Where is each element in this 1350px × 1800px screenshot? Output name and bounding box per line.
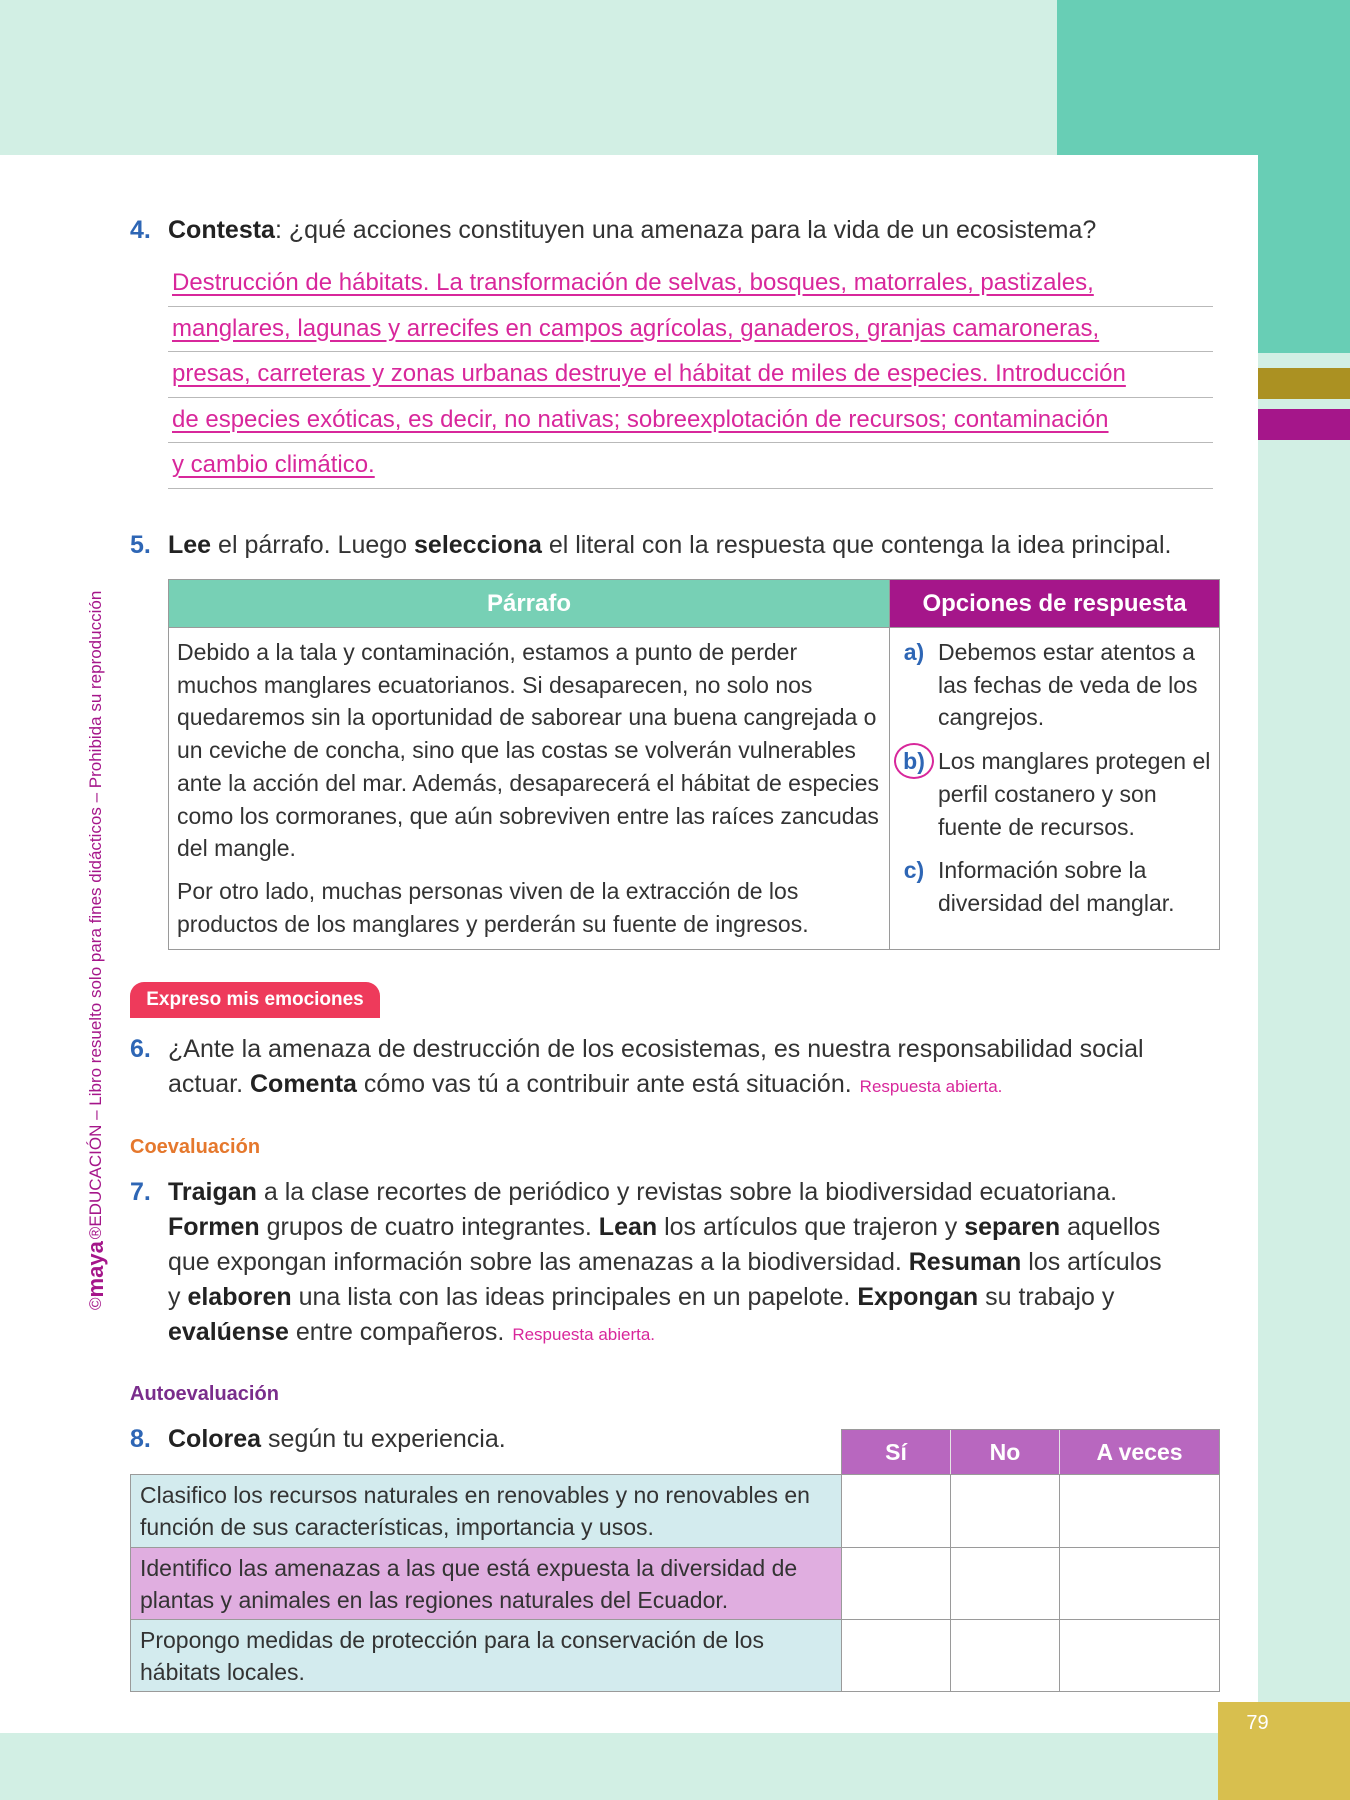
question-rest: : ¿qué acciones constituyen una amenaza para la vida de un ecosistema?: [274, 216, 1097, 244]
verb: Contesta: [168, 216, 275, 244]
question-number: 5.: [130, 531, 151, 559]
criterion-text: Propongo medidas de protección para la conservación de los hábitats locales.: [131, 1620, 842, 1691]
question-number: 6.: [130, 1035, 151, 1063]
cell-si[interactable]: [842, 1548, 951, 1619]
coevaluation-label: Coevaluación: [130, 1136, 261, 1158]
paragraph-options-table: [168, 579, 1220, 950]
copyright-symbol: ©: [86, 1297, 105, 1310]
question-text: [168, 213, 1096, 248]
paragraph-cell: [169, 628, 890, 949]
corner-block: [1057, 0, 1350, 155]
header-si: Sí: [842, 1430, 950, 1474]
option-c[interactable]: [890, 854, 1211, 919]
cell-si[interactable]: [842, 1475, 951, 1547]
option-text: Información sobre la diversidad del manglar.: [938, 857, 1175, 916]
table-row: [131, 1547, 1219, 1619]
header-options: Opciones de respuesta: [890, 580, 1219, 627]
self-evaluation-label: Autoevaluación: [130, 1383, 279, 1405]
cell-no[interactable]: [951, 1475, 1060, 1547]
option-b[interactable]: [890, 745, 1211, 843]
question-text: Lee el párrafo. Luego selecciona el literal con la respuesta que contenga la idea principal.: [168, 531, 1172, 559]
side-strip: [1258, 440, 1350, 1733]
question-6: [130, 1032, 1240, 1104]
page-number: 79: [1246, 1712, 1269, 1734]
answer-line: de especies exóticas, es decir, no nativas; sobreexplotación de recursos; contaminación: [168, 398, 1213, 444]
copyright-side-text: [80, 480, 112, 1310]
side-tab-gold: [1258, 368, 1350, 399]
publisher-logo: maya: [83, 1241, 108, 1298]
emotions-banner: Expreso mis emociones: [130, 982, 380, 1018]
cell-si[interactable]: [842, 1620, 951, 1691]
options-cell: [890, 628, 1219, 949]
option-text: Debemos estar atentos a las fechas de veda de los cangrejos.: [938, 639, 1198, 731]
question-number: 8.: [130, 1425, 151, 1453]
option-a[interactable]: [890, 636, 1211, 734]
bottom-band: [0, 1733, 1218, 1800]
question-number: 7.: [130, 1178, 151, 1206]
header-paragraph: Párrafo: [169, 580, 890, 627]
option-label: a): [903, 639, 925, 665]
open-answer: Respuesta abierta.: [859, 1077, 1003, 1096]
option-text: Los manglares protegen el perfil costanero y son fuente de recursos.: [938, 748, 1211, 840]
option-label: c): [903, 857, 925, 884]
question-number: 4.: [130, 216, 151, 244]
cell-no[interactable]: [951, 1620, 1060, 1691]
side-tab-magenta: [1258, 409, 1350, 440]
paragraph-2: Por otro lado, muchas personas viven de la extracción de los productos de los manglares y perderán su fuente de ingresos.: [177, 877, 809, 937]
header-no: No: [950, 1430, 1059, 1474]
self-eval-header: [841, 1429, 1220, 1474]
copyright-text: EDUCACIÓN – Libro resuelto solo para fines didácticos – Prohibida su reproducción: [86, 590, 105, 1227]
cell-a-veces[interactable]: [1060, 1548, 1219, 1619]
selection-circle: [894, 743, 934, 779]
cell-a-veces[interactable]: [1060, 1475, 1219, 1547]
top-band: [0, 0, 1057, 155]
paragraph-1: Debido a la tala y contaminación, estamos a punto de perder muchos manglares ecuatorianos. Si desaparecen, no solo nos quedaremos sin la oportunidad de saborear una buena cangrejada o un ceviche de concha, sino que las costas se volverán vulnerables ante la acción del mar. Además, desaparecerá el hábitat de especies como los cormoranes, que aún sobreviven entre las raíces zancudas del mangle.: [177, 639, 879, 862]
registered-symbol: ®: [86, 1226, 105, 1240]
question-text: ¿Ante la amenaza de destrucción de los ecosistemas, es nuestra responsabilidad social actuar. Comenta cómo vas tú a contribuir ante está situación. Respuesta abierta.: [168, 1035, 1144, 1098]
criterion-text: Clasifico los recursos naturales en renovables y no renovables en función de sus características, importancia y usos.: [131, 1475, 842, 1547]
header-a-veces: A veces: [1059, 1430, 1219, 1474]
option-label-selected: b): [890, 745, 938, 843]
answer-line: presas, carreteras y zonas urbanas destruye el hábitat de miles de especies. Introducción: [168, 352, 1213, 398]
question-7: [130, 1175, 1240, 1355]
answer-line: Destrucción de hábitats. La transformación de selvas, bosques, matorrales, pastizales,: [168, 261, 1213, 307]
cell-a-veces[interactable]: [1060, 1620, 1219, 1691]
table-row: [131, 1619, 1219, 1691]
answer-lines: [168, 261, 1213, 489]
self-eval-table: [130, 1474, 1220, 1692]
open-answer: Respuesta abierta.: [512, 1325, 656, 1344]
table-row: [131, 1475, 1219, 1547]
answer-line: y cambio climático.: [168, 443, 1213, 489]
question-text: Colorea según tu experiencia.: [168, 1425, 506, 1453]
cell-no[interactable]: [951, 1548, 1060, 1619]
side-tab-teal: [1258, 155, 1350, 353]
answer-line: manglares, lagunas y arrecifes en campos agrícolas, ganaderos, granjas camaroneras,: [168, 307, 1213, 353]
criterion-text: Identifico las amenazas a las que está expuesta la diversidad de plantas y animales en las regiones naturales del Ecuador.: [131, 1548, 842, 1619]
question-text: Traigan a la clase recortes de periódico y revistas sobre la biodiversidad ecuatoriana. Formen grupos de cuatro integrantes. Lean los artículos que trajeron y separen aquellos que expongan información sobre las amenazas a la biodiversidad. Resuman los artículos y elaboren una lista con las ideas principales en un papelote. Expongan su trabajo y evalúense entre compañeros. Respuesta abierta.: [168, 1178, 1162, 1346]
